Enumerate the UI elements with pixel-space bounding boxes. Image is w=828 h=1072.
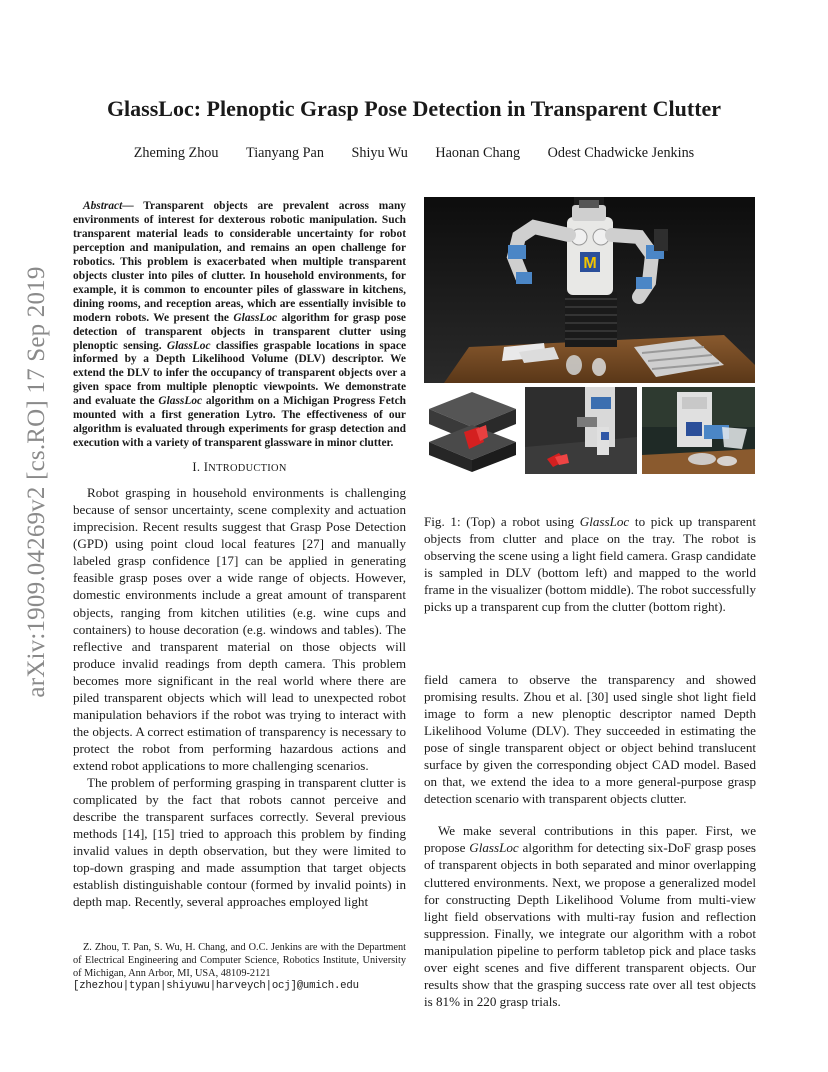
caption-prefix: Fig. 1: (Top) a robot using [424, 514, 580, 529]
abstract-text: algorithm on a Michigan Progress Fetch mounted with a first generation Lytro. The effectiveness of our algorithm is evaluated through experiments for grasp detection and execution with a variety of transparent glassware in minor clutter. [73, 395, 406, 450]
abstract-text: Transparent objects are prevalent across many environments of interest for dexterous robotic manipulation. Such transparent material leads to considerable uncertainty for robot perception and manipulation, and remains an open challenge for robotics. This problem is exacerbated when multiple transparent objects cluster into piles of clutter. In household environments, for example, it is common to encounter piles of glassware in kitchens, dining rooms, and reception areas, which are essentially invisible to modern robots. We present the [73, 200, 406, 324]
author-name: Haonan Chang [435, 145, 521, 161]
left-column [73, 200, 406, 910]
figure-1 [424, 197, 755, 474]
author-name: Zheming Zhou [133, 145, 219, 161]
section-title-rest: NTRODUCTION [208, 463, 287, 475]
author-name: Shiyu Wu [351, 145, 408, 161]
abstract-method-name: GlassLoc [166, 339, 211, 352]
robot-chest-letter: M [583, 255, 597, 272]
intro-paragraph-2: The problem of performing grasping in transparent clutter is complicated by the fact that robots cannot perceive and describe the transparent surfaces correctly. Several previous methods [14], [15] tried to approach this problem by finding invalid values in depth observation, but they were limited to top-down grasping and made assumption that target objects establish distinguishable contour (formed by invalid points) in depth map. Recently, several approaches employed light [73, 775, 406, 910]
abstract-dash: — [122, 200, 144, 212]
right-column-body [424, 671, 756, 1010]
rviz-visualizer-view [525, 387, 637, 474]
caption-method-name: GlassLoc [579, 514, 630, 529]
cup-pickup-photo [642, 387, 755, 474]
abstract-method-name: GlassLoc [233, 311, 278, 324]
contributions-method-name: GlassLoc [469, 840, 519, 856]
contributions-text: algorithm for detecting six-DoF grasp poses of transparent objects in both separated and minor overlapping cluttered environments. Next, we propose a generalized model for constructing Depth Likelihood Volume from multi-view light field observations with multi-ray fusion and reflection suppression. Finally, we integrate our algorithm with a robot manipulation pipeline to perform tabletop pick and place tasks over eight scenes and five different transparent objects. Our results show that the grasping success rate over all test objects is 81% in 220 grasp trials. [424, 840, 756, 1009]
intro-paragraph-continued: field camera to observe the transparency and showed promising results. Zhou et al. [30] used single shot light field image to form a new plenoptic descriptor named Depth Likelihood Volume (DLV). They succeeded in estimating the pose of single transparent object or object behind translucent surface by given the corresponding object CAD model. Based on that, we extend the idea to a more general-purpose grasp detection scenario with transparent objects clutter. [424, 672, 756, 807]
caption-rest: to pick up transparent objects from clutter and place on the tray. The robot is observing the scene using a light field camera. Grasp candidate is sampled in DLV (bottom left) and mapped to the world frame in the visualizer (bottom middle). The robot successfully picks up a transparent cup from the clutter (bottom right). [424, 514, 756, 615]
abstract-method-name: GlassLoc [158, 395, 203, 408]
arxiv-sidebar-stamp [22, 266, 52, 698]
footnote-emails: [zhezhou|typan|shiyuwu|harveych|ocj]@umich.edu [73, 980, 359, 993]
figure-1-caption [424, 513, 756, 615]
author-affiliation-footnote [73, 942, 406, 993]
abstract-text: classifies graspable locations in space informed by a Depth Likelihood Volume (DLV) descriptor. We extend the DLV to infer the occupancy of transparent objects over a given space from multiple plenoptic viewpoints. We demonstrate and evaluate the [73, 339, 406, 408]
intro-paragraph-1: Robot grasping in household environments is challenging because of sensor uncertainty, scene complexity and actuation imprecision. Recent results suggest that Grasp Pose Detection (GPD) using point cloud local features [27] and manually labeled grasp confidence [17] can be applied in generating feasible grasp poses over a wide range of objects. However, domestic environments include a great amount of transparent objects, ranging from kitchen utilities (e.g. wine cups and containers) to house decoration (e.g. windows and tables). The reflective and transparent material on those objects will produce invalid readings from depth camera. This problem becomes more significant in the real world where there are piled transparent objects which will lead to unexpected robot manipulation behaviors if the robot was trying to interact with the objects. A correct estimation of transparency is necessary to protect the robot from performing hazardous actions and extend robot applications to more challenging scenarios. [73, 485, 406, 773]
author-name: Odest Chadwicke Jenkins [547, 145, 695, 161]
section-title-initial: I [203, 460, 209, 475]
abstract [73, 200, 406, 451]
author-name: Tianyang Pan [246, 145, 324, 161]
abstract-text: algorithm for grasp pose detection of transparent objects in transparent clutter using plenoptic sensing. [73, 311, 406, 352]
author-list [0, 145, 828, 162]
section-number: I. [192, 460, 204, 475]
robot-photo-top [424, 197, 755, 383]
paper-title: GlassLoc: Plenoptic Grasp Pose Detection in Transparent Clutter [106, 96, 722, 121]
abstract-label: Abstract [83, 200, 123, 212]
dlv-visualization [424, 387, 521, 474]
footnote-text: Z. Zhou, T. Pan, S. Wu, H. Chang, and O.C. Jenkins are with the Department of Electrical Engineering and Computer Science, Robotics Institute, University of Michigan, Ann Arbor, MI, USA, 48109-2121 [73, 942, 406, 979]
contributions-text: We make several contributions in this paper. First, we propose [424, 823, 756, 856]
section-heading-introduction [73, 459, 406, 477]
arxiv-id-text: arXiv:1909.04269v2 [cs.RO] 17 Sep 2019 [23, 266, 50, 698]
contributions-paragraph [424, 822, 756, 1010]
caption-text [424, 513, 756, 615]
